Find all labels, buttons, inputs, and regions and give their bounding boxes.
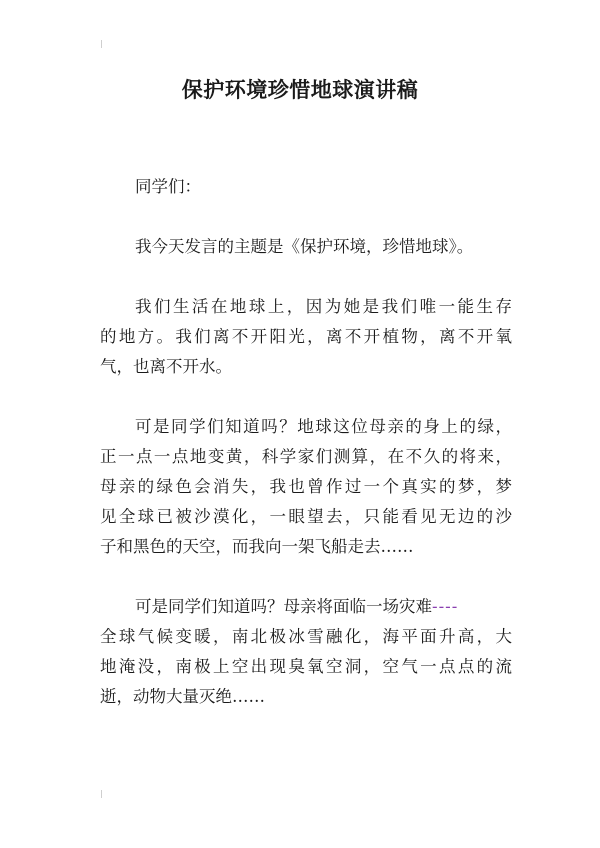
paragraph-line: 可是同学们知道吗？地球这位母亲的身上的绿， bbox=[135, 417, 512, 436]
paragraph-line: 的地方。我们离不开阳光，离不开植物，离不开氧 bbox=[100, 327, 512, 346]
page-corner-mark-top bbox=[101, 40, 102, 48]
paragraph-line bbox=[100, 592, 512, 622]
paragraph-line: 正一点一点地变黄，科学家们测算，在不久的将来， bbox=[100, 447, 512, 466]
paragraph-line: 子和黑色的天空，而我向一架飞船走去…… bbox=[100, 537, 414, 556]
document-title: 保护环境珍惜地球演讲稿 bbox=[181, 78, 419, 102]
document-body bbox=[100, 172, 512, 712]
greeting: 同学们： bbox=[135, 177, 201, 196]
paragraph-line: 见全球已被沙漠化，一眼望去，只能看见无边的沙 bbox=[100, 507, 512, 526]
paragraph-line: 地淹没，南极上空出现臭氧空洞，空气一点点的流 bbox=[100, 657, 512, 676]
paragraph-line: 全球气候变暖，南北极冰雪融化，海平面升高，大 bbox=[100, 627, 512, 646]
page-corner-mark-bottom bbox=[101, 790, 102, 798]
paragraph-line: 逝，动物大量灭绝…… bbox=[100, 687, 265, 706]
paragraph-line: 我今天发言的主题是《保护环境，珍惜地球》。 bbox=[135, 237, 474, 256]
paragraph-line-text: 可是同学们知道吗？母亲将面临一场灾难 bbox=[135, 597, 432, 616]
paragraph-line: 气，也离不开水。 bbox=[100, 357, 232, 376]
paragraph-line: 母亲的绿色会消失，我也曾作过一个真实的梦，梦 bbox=[100, 477, 512, 496]
dash-separator: ---- bbox=[432, 597, 459, 616]
paragraph-2 bbox=[100, 292, 512, 382]
paragraph-1 bbox=[100, 232, 512, 262]
paragraph-line: 我们生活在地球上，因为她是我们唯一能生存 bbox=[135, 297, 512, 316]
paragraph-4 bbox=[100, 592, 512, 712]
paragraph-3 bbox=[100, 412, 512, 562]
